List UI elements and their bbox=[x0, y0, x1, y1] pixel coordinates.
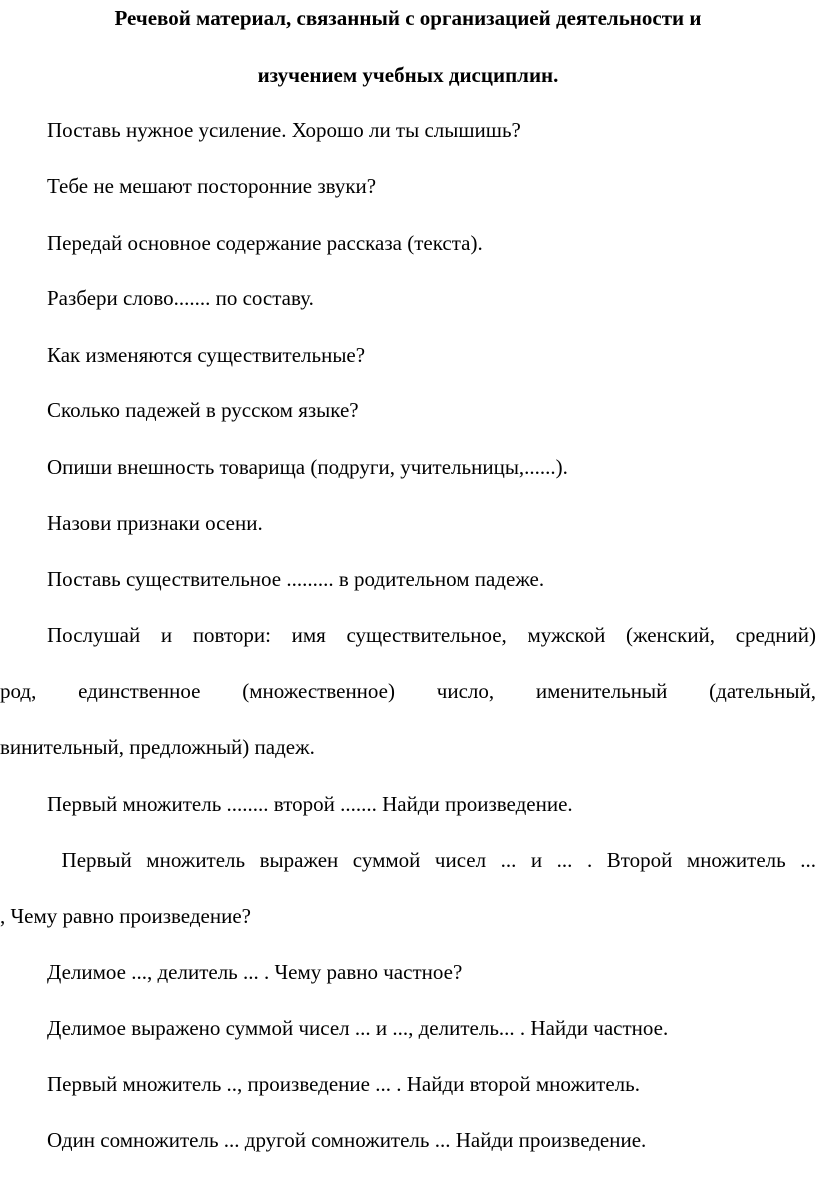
text-line: Тебе не мешают посторонние звуки? bbox=[47, 174, 377, 198]
document-title-line-2: изучением учебных дисциплин. bbox=[257, 63, 559, 87]
text-line: Назови признаки осени. bbox=[47, 511, 263, 535]
text-line: Разбери слово....... по составу. bbox=[47, 286, 314, 310]
document-title-line-1: Речевой материал, связанный с организацией деятельности и bbox=[114, 6, 702, 30]
text-line: Поставь существительное ......... в родительном падеже. bbox=[47, 567, 545, 591]
text-line: Первый множитель .., произведение ... . Найди второй множитель. bbox=[47, 1072, 640, 1096]
text-line: , Чему равно произведение? bbox=[0, 904, 251, 928]
text-line: Первый множитель ........ второй ....... Найди произведение. bbox=[47, 792, 573, 816]
text-line: Опиши внешность товарища (подруги, учительницы,......). bbox=[47, 455, 568, 479]
text-line: винительный, предложный) падеж. bbox=[0, 735, 315, 759]
text-line: Как изменяются существительные? bbox=[47, 343, 366, 367]
text-line: Передай основное содержание рассказа (текста). bbox=[47, 231, 483, 255]
text-line: Поставь нужное усиление. Хорошо ли ты слышишь? bbox=[47, 118, 521, 142]
text-line: Сколько падежей в русском языке? bbox=[47, 398, 359, 422]
text-line: Первый множитель выражен суммой чисел ... и ... . Второй множитель ... bbox=[47, 848, 816, 872]
text-line: Один сомножитель ... другой сомножитель ... Найди произведение. bbox=[47, 1128, 647, 1152]
text-line: Послушай и повтори: имя существительное, мужской (женский, средний) bbox=[47, 623, 816, 647]
text-line: Делимое выражено суммой чисел ... и ..., делитель... . Найди частное. bbox=[47, 1016, 669, 1040]
text-line: Делимое ..., делитель ... . Чему равно частное? bbox=[47, 960, 463, 984]
text-line: род, единственное (множественное) число, именительный (дательный, bbox=[0, 679, 816, 703]
